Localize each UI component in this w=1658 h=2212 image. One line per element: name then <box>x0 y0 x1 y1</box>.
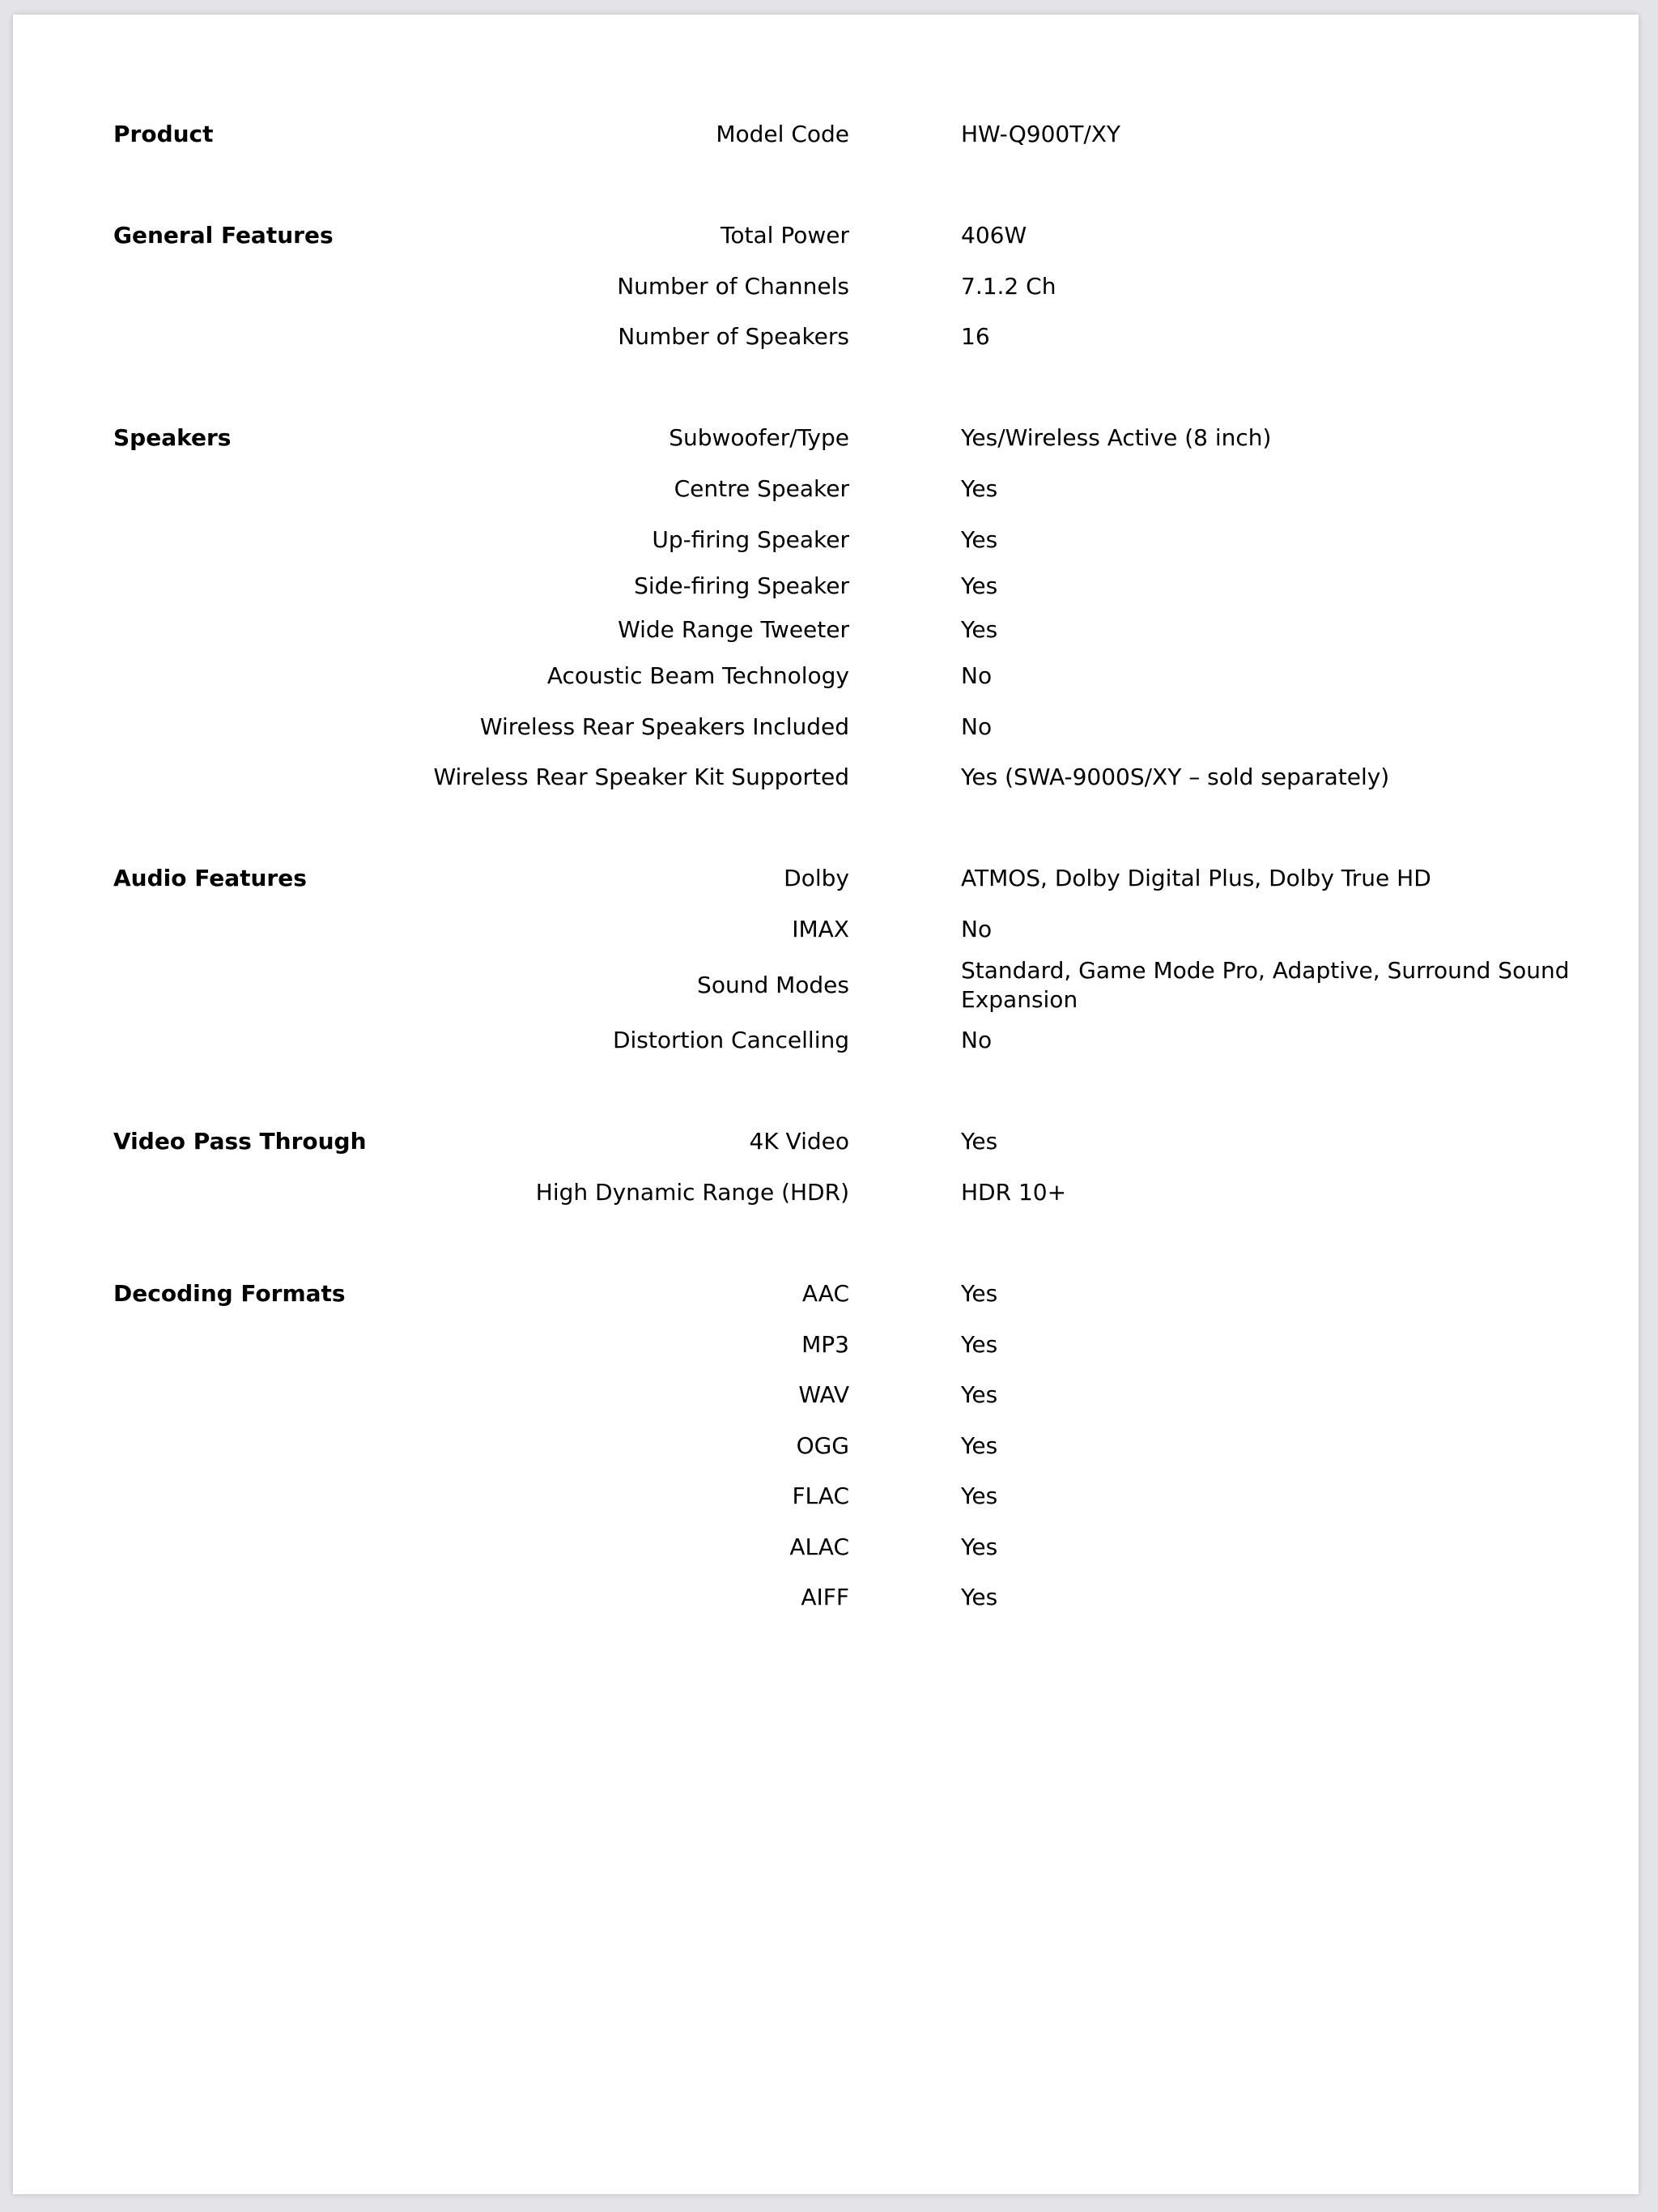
spec-value: Standard, Game Mode Pro, Adaptive, Surround Sound Expansion <box>961 957 1570 1013</box>
spec-label: 4K Video <box>749 1128 849 1155</box>
spec-value: Yes <box>961 1331 998 1358</box>
spec-label: Up-firing Speaker <box>652 526 849 553</box>
spec-row <box>13 465 1639 513</box>
spec-row <box>13 652 1639 700</box>
spec-value: No <box>961 662 993 689</box>
spec-label: Number of Speakers <box>618 323 849 350</box>
spec-label: Total Power <box>721 222 849 249</box>
spec-label: Wireless Rear Speaker Kit Supported <box>433 764 849 790</box>
spec-value: Yes (SWA-9000S/XY – sold separately) <box>961 764 1390 790</box>
spec-label: IMAX <box>792 916 849 942</box>
spec-label: Wide Range Tweeter <box>618 616 849 643</box>
spec-row <box>13 211 1639 260</box>
section-title-audio-features: Audio Features <box>113 865 307 891</box>
spec-row <box>13 703 1639 751</box>
spec-row <box>13 606 1639 654</box>
spec-label: ALAC <box>789 1534 849 1560</box>
spec-label: Sound Modes <box>697 972 849 998</box>
spec-row <box>13 1573 1639 1622</box>
spec-row <box>13 1270 1639 1318</box>
spec-value: Yes <box>961 1534 998 1560</box>
section-title-decoding-formats: Decoding Formats <box>113 1280 346 1307</box>
spec-row <box>13 1016 1639 1065</box>
spec-row <box>13 1117 1639 1166</box>
spec-label: Wireless Rear Speakers Included <box>479 713 849 740</box>
spec-row <box>13 1523 1639 1572</box>
spec-row <box>13 1371 1639 1419</box>
spec-row <box>13 110 1639 159</box>
spec-value: Yes <box>961 1432 998 1459</box>
spec-row <box>13 313 1639 361</box>
section-title-speakers: Speakers <box>113 424 232 451</box>
spec-value: No <box>961 916 993 942</box>
spec-value: Yes <box>961 1584 998 1610</box>
spec-row <box>13 957 1639 1013</box>
spec-row <box>13 562 1639 610</box>
spec-value: No <box>961 713 993 740</box>
spec-value: HDR 10+ <box>961 1179 1067 1206</box>
spec-value: Yes <box>961 1381 998 1408</box>
spec-row <box>13 1422 1639 1470</box>
spec-value: Yes <box>961 616 998 643</box>
section-title-product: Product <box>113 121 214 147</box>
spec-value: 406W <box>961 222 1027 249</box>
spec-label: Dolby <box>784 865 849 891</box>
spec-label: Centre Speaker <box>674 475 849 502</box>
spec-row <box>13 1321 1639 1369</box>
spec-label: AAC <box>801 1280 849 1307</box>
spec-value: No <box>961 1027 993 1053</box>
spec-label: Number of Channels <box>617 273 849 300</box>
spec-value: HW-Q900T/XY <box>961 121 1121 147</box>
spec-label: Side-firing Speaker <box>634 572 849 599</box>
spec-row <box>13 1168 1639 1217</box>
spec-value: Yes <box>961 1128 998 1155</box>
spec-value: Yes <box>961 475 998 502</box>
spec-value: Yes <box>961 526 998 553</box>
spec-label: Distortion Cancelling <box>612 1027 849 1053</box>
spec-value: Yes <box>961 1482 998 1509</box>
spec-label: Acoustic Beam Technology <box>546 662 849 689</box>
spec-row <box>13 854 1639 903</box>
spec-sheet-page <box>13 15 1639 2194</box>
spec-value: Yes <box>961 572 998 599</box>
spec-row <box>13 905 1639 954</box>
section-title-general-features: General Features <box>113 222 334 249</box>
spec-label: FLAC <box>792 1482 849 1509</box>
spec-label: High Dynamic Range (HDR) <box>535 1179 849 1206</box>
spec-value: Yes <box>961 1280 998 1307</box>
spec-value: Yes/Wireless Active (8 inch) <box>961 424 1272 451</box>
spec-label: WAV <box>798 1381 849 1408</box>
spec-label: MP3 <box>801 1331 849 1358</box>
spec-value: 7.1.2 Ch <box>961 273 1056 300</box>
spec-row <box>13 1472 1639 1521</box>
spec-value: 16 <box>961 323 990 350</box>
spec-row <box>13 414 1639 462</box>
spec-row <box>13 262 1639 311</box>
spec-label: AIFF <box>801 1584 849 1610</box>
spec-label: OGG <box>796 1432 849 1459</box>
spec-row <box>13 753 1639 802</box>
spec-label: Subwoofer/Type <box>669 424 849 451</box>
section-title-video-pass-through: Video Pass Through <box>113 1128 367 1155</box>
spec-row <box>13 516 1639 564</box>
spec-label: Model Code <box>716 121 849 147</box>
spec-value: ATMOS, Dolby Digital Plus, Dolby True HD <box>961 865 1431 891</box>
